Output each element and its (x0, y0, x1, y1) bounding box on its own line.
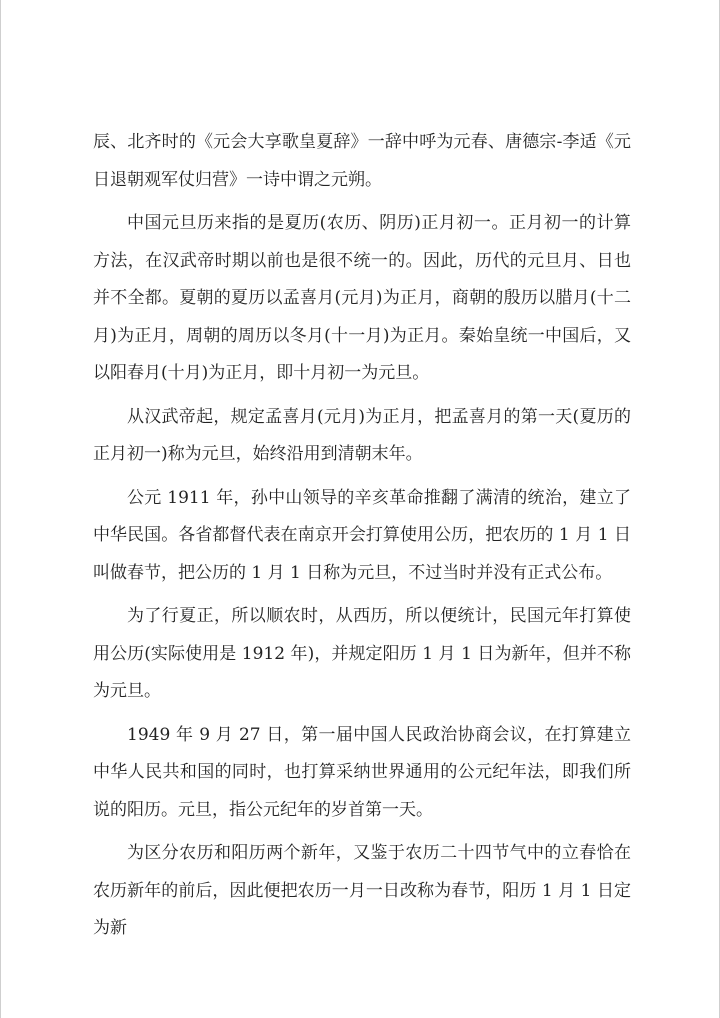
paragraph-4: 公元 1911 年，孙中山领导的辛亥革命推翻了满清的统治，建立了中华民国。各省都督代表在南京开会打算使用公历，把农历的 1 月 1 日叫做春节，把公历的 1 月 1 日称为元旦，不过当时并没有正式公布。 (93, 487, 631, 583)
paragraph-3: 从汉武帝起，规定孟喜月(元月)为正月，把孟喜月的第一天(夏历的正月初一)称为元旦，始终沿用到清朝末年。 (93, 406, 631, 464)
document-body (93, 124, 631, 954)
paragraph-7: 为区分农历和阳历两个新年，又鉴于农历二十四节气中的立春恰在农历新年的前后，因此便把农历一月一日改称为春节，阳历 1 月 1 日定为新 (93, 843, 631, 938)
paragraph-2: 中国元旦历来指的是夏历(农历、阴历)正月初一。正月初一的计算方法，在汉武帝时期以前也是很不统一的。因此，历代的元旦月、日也并不全都。夏朝的夏历以孟喜月(元月)为正月，商朝的殷历以腊月(十二月)为正月，周朝的周历以冬月(十一月)为正月。秦始皇统一中国后，又以阳春月(十月)为正月，即十月初一为元旦。 (93, 213, 631, 383)
paragraph-1: 辰、北齐时的《元会大享歌皇夏辞》一辞中呼为元春、唐德宗-李适《元日退朝观军仗归营》一诗中谓之元朔。 (93, 132, 631, 190)
paragraph-5: 为了行夏正，所以顺农时，从西历，所以便统计，民国元年打算使用公历(实际使用是 1912 年)，并规定阳历 1 月 1 日为新年，但并不称为元旦。 (93, 606, 631, 701)
paragraph-6: 1949 年 9 月 27 日，第一届中国人民政治协商会议，在打算建立中华人民共和国的同时，也打算采纳世界通用的公元纪年法，即我们所说的阳历。元旦，指公元纪年的岁首第一天。 (93, 724, 631, 820)
